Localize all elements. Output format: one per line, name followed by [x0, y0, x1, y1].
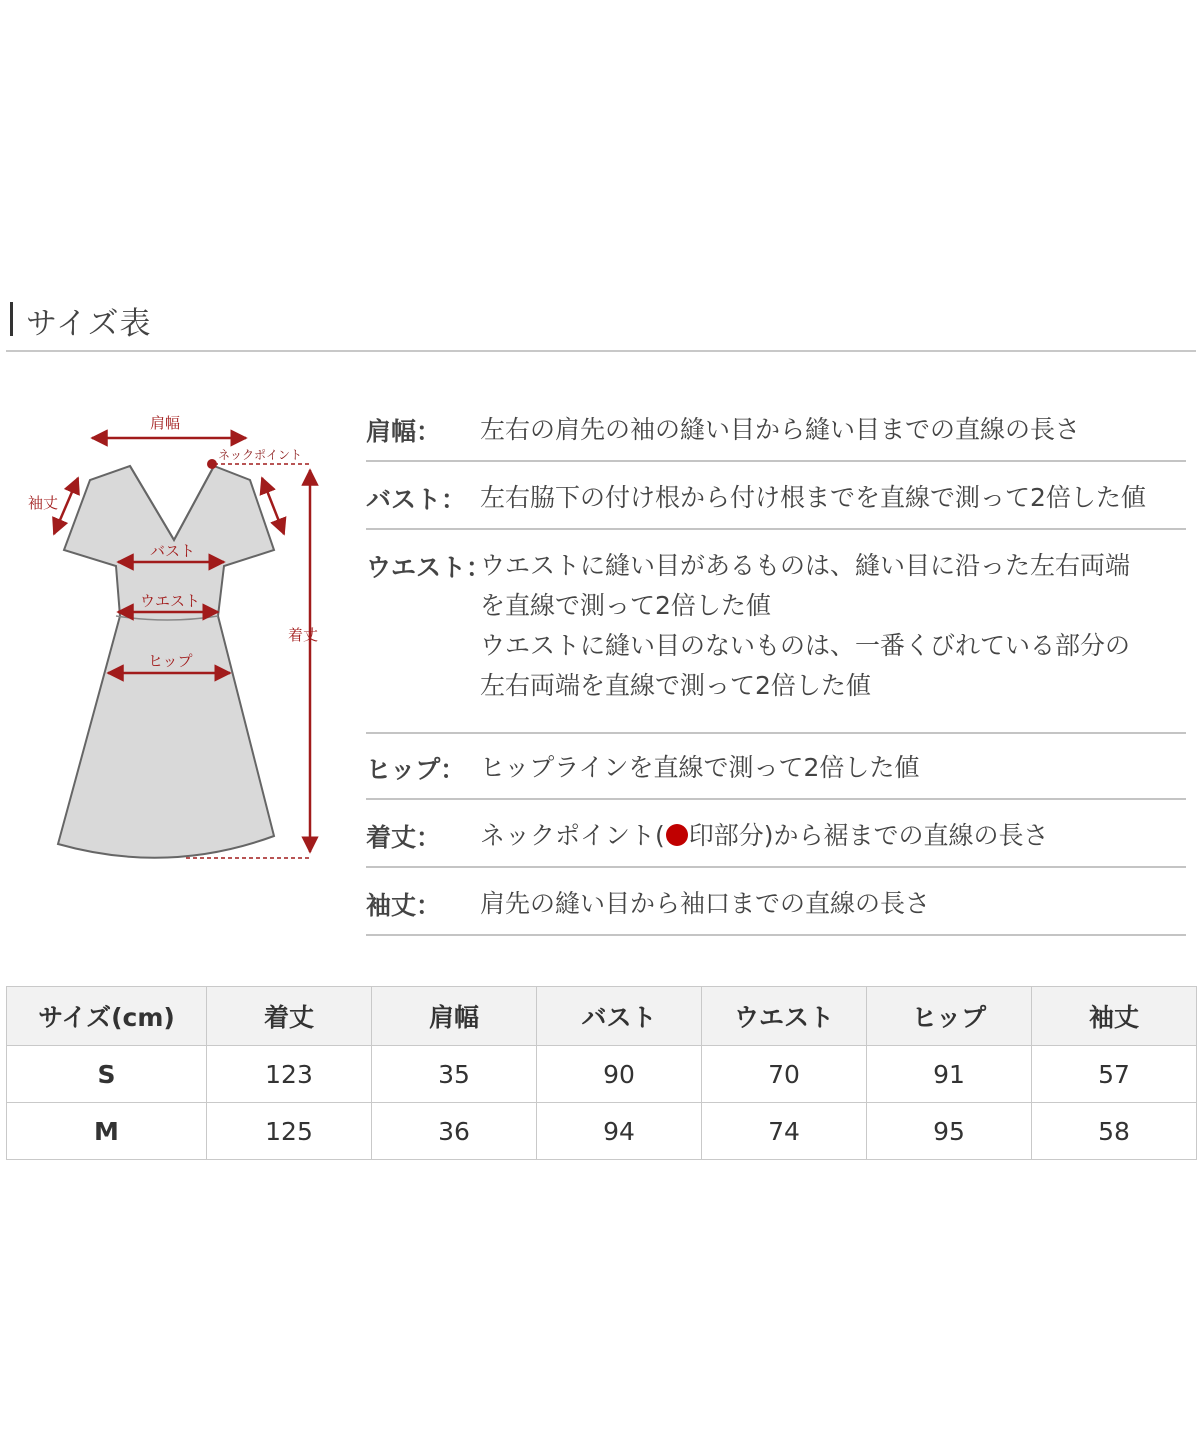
definition-text: 肩先の縫い目から袖口までの直線の長さ	[480, 889, 931, 918]
label-sleeve: 袖丈	[28, 494, 59, 512]
header-bust: バスト	[537, 987, 702, 1046]
definition-text: 左右脇下の付け根から付け根までを直線で測って2倍した値	[480, 483, 1146, 512]
definition-sleeve	[366, 868, 1186, 936]
label-waist: ウエスト	[140, 592, 201, 610]
size-cell: M	[7, 1103, 207, 1160]
definition-text-line-4: 左右両端を直線で測って2倍した値	[480, 671, 871, 700]
value-cell: 90	[537, 1046, 702, 1103]
measurement-definitions	[366, 400, 1186, 936]
table-row	[7, 1103, 1197, 1160]
value-cell: 94	[537, 1103, 702, 1160]
header-length: 着丈	[207, 987, 372, 1046]
header-shoulder: 肩幅	[372, 987, 537, 1046]
section-header	[6, 296, 1196, 354]
label-bust: バスト	[150, 542, 196, 560]
definition-text-line-1: ウエストに縫い目があるものは、縫い目に沿った左右両端	[480, 551, 1131, 580]
table-row	[7, 1046, 1197, 1103]
definition-hip	[366, 734, 1186, 800]
label-hip: ヒップ	[148, 652, 193, 670]
label-length: 着丈	[288, 626, 319, 644]
definition-term: ヒップ：	[366, 755, 466, 784]
definition-bust	[366, 462, 1186, 530]
definition-waist	[366, 530, 1186, 734]
value-cell: 57	[1032, 1046, 1197, 1103]
definition-text: 左右の肩先の袖の縫い目から縫い目までの直線の長さ	[480, 415, 1081, 444]
header-size: サイズ(cm)	[7, 987, 207, 1046]
value-cell: 70	[702, 1046, 867, 1103]
page-title: サイズ表	[26, 306, 152, 342]
definition-shoulder	[366, 400, 1186, 462]
garment-diagram	[18, 400, 338, 870]
header-waist: ウエスト	[702, 987, 867, 1046]
definition-text: ヒップラインを直線で測って2倍した値	[480, 753, 920, 782]
header-accent-bar	[10, 302, 13, 336]
definition-term: 着丈：	[366, 823, 442, 852]
value-cell: 95	[867, 1103, 1032, 1160]
value-cell: 123	[207, 1046, 372, 1103]
value-cell: 36	[372, 1103, 537, 1160]
definition-text-part-1: ネックポイント(	[480, 821, 665, 850]
definition-text-part-2: 印部分)から裾までの直線の長さ	[688, 821, 1049, 850]
definition-term: ウエスト：	[366, 553, 492, 582]
value-cell: 74	[702, 1103, 867, 1160]
header-divider	[6, 350, 1196, 352]
label-neck-point: ネックポイント	[218, 448, 303, 462]
header-hip: ヒップ	[867, 987, 1032, 1046]
table-header-row	[7, 987, 1197, 1046]
definition-length	[366, 800, 1186, 868]
value-cell: 125	[207, 1103, 372, 1160]
value-cell: 35	[372, 1046, 537, 1103]
label-shoulder: 肩幅	[150, 414, 181, 432]
definition-term: バスト：	[366, 485, 467, 514]
size-table	[6, 986, 1197, 1160]
header-sleeve: 袖丈	[1032, 987, 1197, 1046]
definition-text	[480, 816, 1049, 856]
size-cell: S	[7, 1046, 207, 1103]
definition-text-line-2: を直線で測って2倍した値	[480, 591, 771, 620]
definition-text-line-3: ウエストに縫い目のないものは、一番くびれている部分の	[480, 631, 1131, 660]
definition-term: 袖丈：	[366, 891, 442, 920]
definition-term: 肩幅：	[366, 417, 442, 446]
red-dot-icon	[666, 824, 688, 846]
value-cell: 91	[867, 1046, 1032, 1103]
value-cell: 58	[1032, 1103, 1197, 1160]
